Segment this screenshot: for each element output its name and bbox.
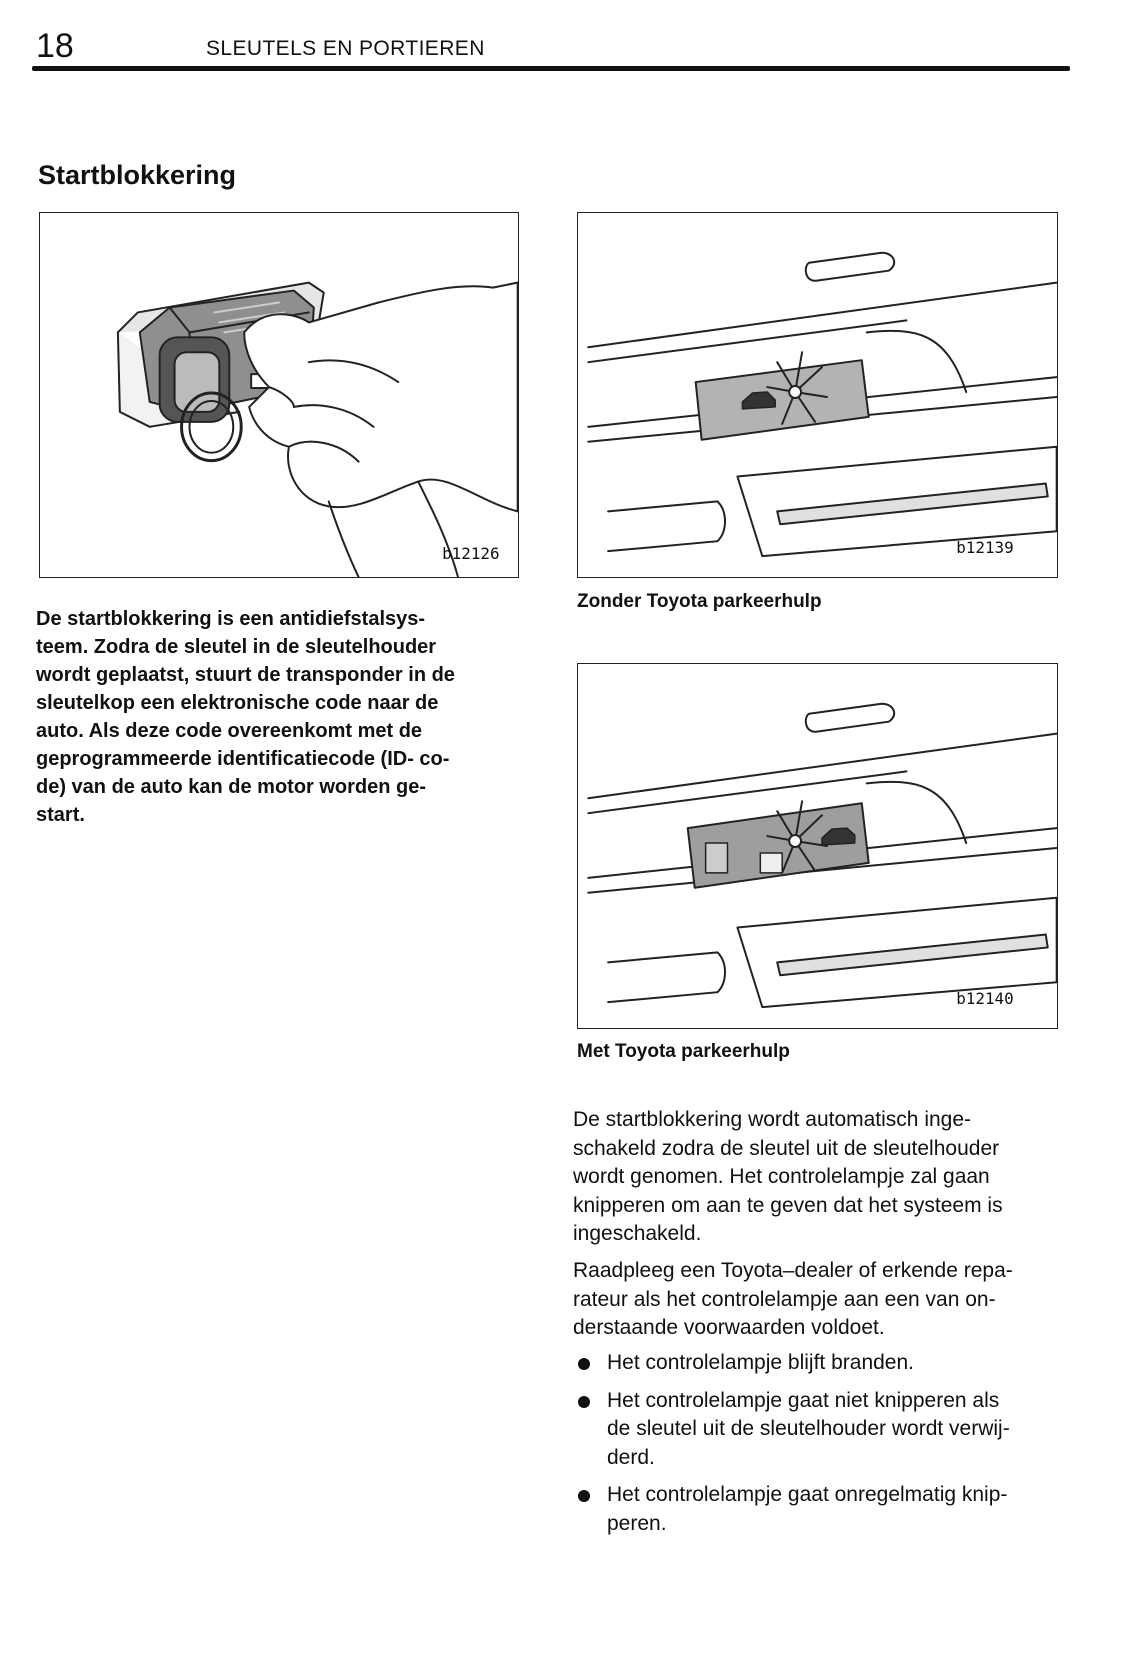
intro-line: auto. Als deze code overeenkomt met de xyxy=(36,720,423,742)
para-line: Raadpleeg een Toyota–dealer of erkende repa- xyxy=(573,1259,1013,1282)
bullet-dot-icon xyxy=(578,1396,590,1408)
header-rule xyxy=(32,66,1070,71)
para-line: knipperen om aan te geven dat het systeem is xyxy=(573,1193,1003,1217)
page-number: 18 xyxy=(36,27,74,65)
intro-line: teem. Zodra de sleutel in de sleutelhouder xyxy=(36,636,437,658)
figure-caption-with-parking-aid: Met Toyota parkeerhulp xyxy=(577,1041,790,1062)
list-item: Het controlelampje gaat onregelmatig knip- peren. xyxy=(573,1481,1063,1538)
para-line: rateur als het controlelampje aan een van on- xyxy=(573,1287,996,1311)
intro-paragraph xyxy=(36,605,526,829)
figure-code-without: b12139 xyxy=(956,538,1014,558)
bullet-dot-icon xyxy=(578,1490,590,1502)
para-line: wordt genomen. Het controlelampje zal gaan xyxy=(573,1165,990,1188)
figure-code-key: b12126 xyxy=(442,544,500,564)
list-item: Het controlelampje gaat niet knipperen als de sleutel uit de sleutelhouder wordt verwij- derd. xyxy=(573,1387,1063,1473)
dashboard-parking-aid-illustration xyxy=(577,663,1058,1029)
para-line: derstaande voorwaarden voldoet. xyxy=(573,1316,885,1339)
condition-list xyxy=(573,1349,1063,1547)
dashboard-indicator-illustration xyxy=(577,212,1058,578)
intro-line: wordt geplaatst, stuurt de transponder in de xyxy=(36,664,455,686)
para-line: schakeld zodra de sleutel uit de sleutelhouder xyxy=(573,1136,1000,1160)
activation-paragraph xyxy=(573,1106,1063,1249)
intro-line: De startblokkering is een antidiefstalsys- xyxy=(36,608,426,630)
intro-line: de) van de auto kan de motor worden ge- xyxy=(36,776,427,798)
intro-line: geprogrammeerde identificatiecode (ID- co- xyxy=(36,748,450,770)
figure-code-with: b12140 xyxy=(956,989,1014,1009)
para-line: De startblokkering wordt automatisch inge- xyxy=(573,1108,972,1131)
intro-line: start. xyxy=(36,804,85,826)
header-title: SLEUTELS EN PORTIEREN xyxy=(206,37,485,60)
list-item: Het controlelampje blijft branden. xyxy=(573,1349,1063,1378)
section-title: Startblokkering xyxy=(38,160,237,190)
intro-line: sleutelkop een elektronische code naar de xyxy=(36,692,439,714)
para-line: ingeschakeld. xyxy=(573,1222,702,1245)
dealer-advice-paragraph xyxy=(573,1257,1063,1343)
bullet-dot-icon xyxy=(578,1358,590,1370)
figure-caption-without-parking-aid: Zonder Toyota parkeerhulp xyxy=(577,591,822,612)
key-holder-illustration xyxy=(39,212,519,578)
